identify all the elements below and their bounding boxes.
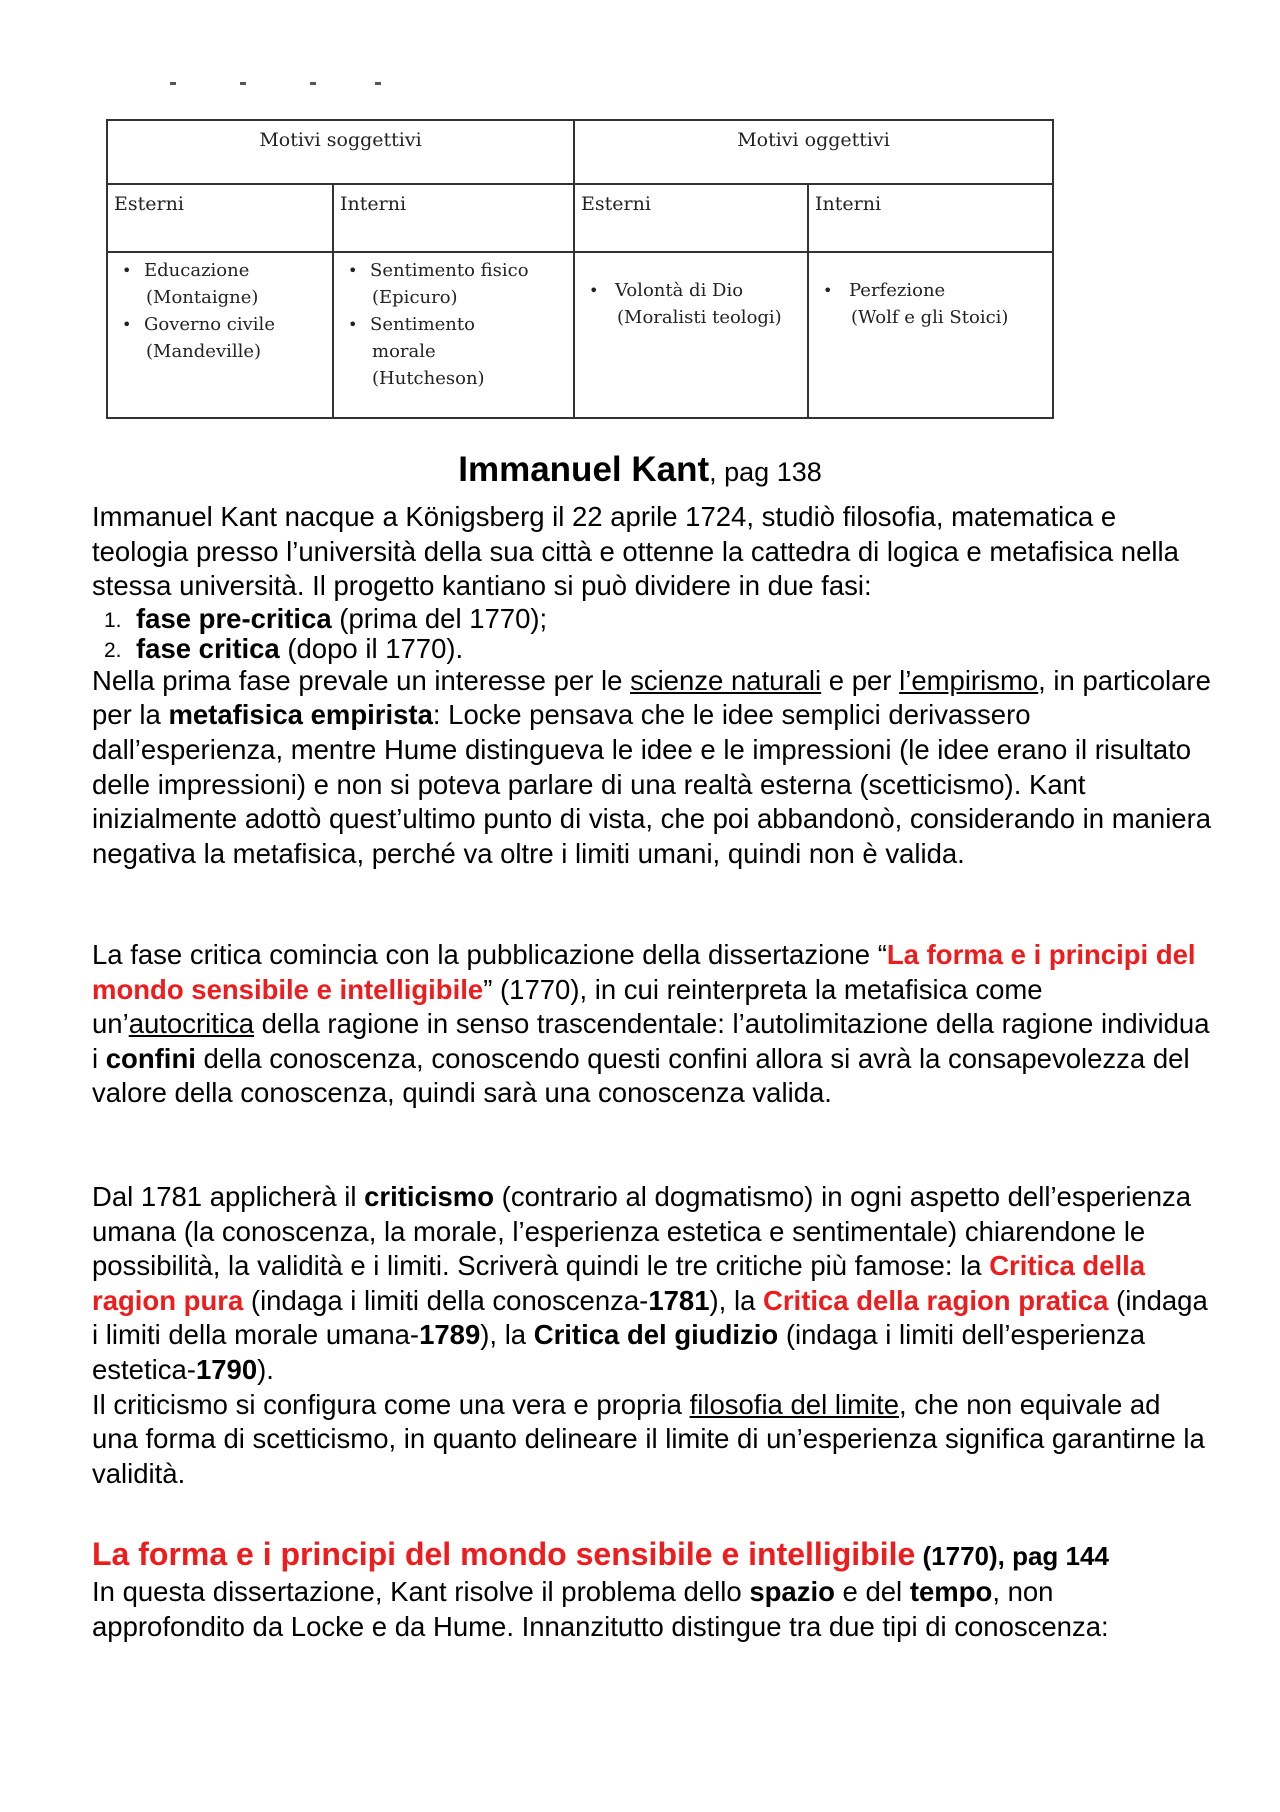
list-item: 2. fase critica (dopo il 1770). (104, 632, 464, 664)
paragraph-fase-critica: La fase critica comincia con la pubblicazione della dissertazione “La forma e i principi del mondo sensibile e intelligibile” (1770), in cui reinterpreta la metafisica come un’autocritica della ragione in senso trascendentale: l’autolimitazione della ragione individua i confini della conoscenza, conoscendo questi confini allora si avrà la consapevolezza del valore della conoscenza, quindi sarà una conoscenza valida. (92, 939, 1210, 1109)
header-motivi-soggettivi: Motivi soggettivi (107, 120, 574, 184)
list-item: • Volontà di Dio (Moralisti teologi) (581, 277, 801, 331)
table-subheader-row (107, 184, 1053, 252)
section-title-dissertazione: La forma e i principi del mondo sensibile e intelligibile (1770), pag 144 (92, 1536, 1109, 1572)
table-cell (808, 252, 1053, 418)
cell-list (815, 277, 1046, 331)
paragraph-dissertazione: In questa dissertazione, Kant risolve il problema dello spazio e del tempo, non approfondito da Locke e da Hume. Innanzitutto distingue tra due tipi di conoscenza: (92, 1576, 1109, 1642)
table-cell (333, 252, 574, 418)
paragraph-filosofia-limite: Il criticismo si configura come una vera e propria filosofia del limite, che non equivale ad una forma di scetticismo, in quanto delineare il limite di un’esperienza significa garantirne la validità. (92, 1388, 1205, 1489)
intro-paragraph: Immanuel Kant nacque a Königsberg il 22 aprile 1724, studiò filosofia, matematica e teologia presso l’università della sua città e ottenne la cattedra di logica e metafisica nella stessa università. Il progetto kantiano si può dividere in due fasi: (92, 501, 1179, 602)
subheader-cell: Esterni (107, 184, 333, 252)
header-motivi-oggettivi: Motivi oggettivi (574, 120, 1053, 184)
table-cell (107, 252, 333, 418)
intro-block (92, 500, 1212, 871)
list-item: • Governo civile (Mandeville) (114, 311, 326, 365)
paragraph-criticismo: Dal 1781 applicherà il criticismo (contrario al dogmatismo) in ogni aspetto dell’esperienza umana (la conoscenza, la morale, l’esperienza estetica e sentimentale) chiarendone le possibilità, la validità e i limiti. Scriverà quindi le tre critiche più famose: la Critica della ragion pura (indaga i limiti della conoscenza-1781), la Critica della ragion pratica (indaga i limiti della morale umana-1789), la Critica del giudizio (indaga i limiti dell’esperienza estetica-1790). Il criticismo si configura come una vera e propria filosofia del limite, che non equivale ad una forma di scetticismo, in quanto delineare il limite di un’esperienza significa garantirne la validità. (92, 1180, 1212, 1491)
table-header-row (107, 120, 1053, 184)
list-item: • Educazione (Montaigne) (114, 257, 326, 311)
table-body-row (107, 252, 1053, 418)
table-cell (574, 252, 808, 418)
cell-list (340, 257, 567, 392)
list-item: • Perfezione (Wolf e gli Stoici) (815, 277, 1046, 331)
motives-table (106, 119, 1054, 419)
motives-table-image (106, 119, 1052, 409)
cell-list (581, 277, 801, 331)
cell-list (114, 257, 326, 365)
list-item: 1. fase pre-critica (prima del 1770); (104, 602, 548, 634)
paragraph-prima-fase: Nella prima fase prevale un interesse per le scienze naturali e per l’empirismo, in particolare per la metafisica empirista: Locke pensava che le idee semplici derivassero dall’esperienza, mentre Hume distingueva le idee e le impressioni (le idee erano il risultato delle impressioni) e non si poteva parlare di una realtà esterna (scetticismo). Kant inizialmente adottò quest’ultimo punto di vista, che poi abbandonò, considerando in maniera negativa la metafisica, perché va oltre i limiti umani, quindi non è valida. (92, 664, 1212, 869)
phases-list (92, 604, 1212, 664)
list-item: • Sentimento fisico (Epicuro) (340, 257, 567, 311)
section-title-kant: Immanuel Kant, pag 138 (458, 450, 822, 489)
subheader-cell: Interni (333, 184, 574, 252)
subheader-cell: Interni (808, 184, 1053, 252)
subheader-cell: Esterni (574, 184, 808, 252)
list-item: • Sentimento morale (Hutcheson) (340, 311, 567, 392)
top-crop-marks (150, 82, 450, 90)
